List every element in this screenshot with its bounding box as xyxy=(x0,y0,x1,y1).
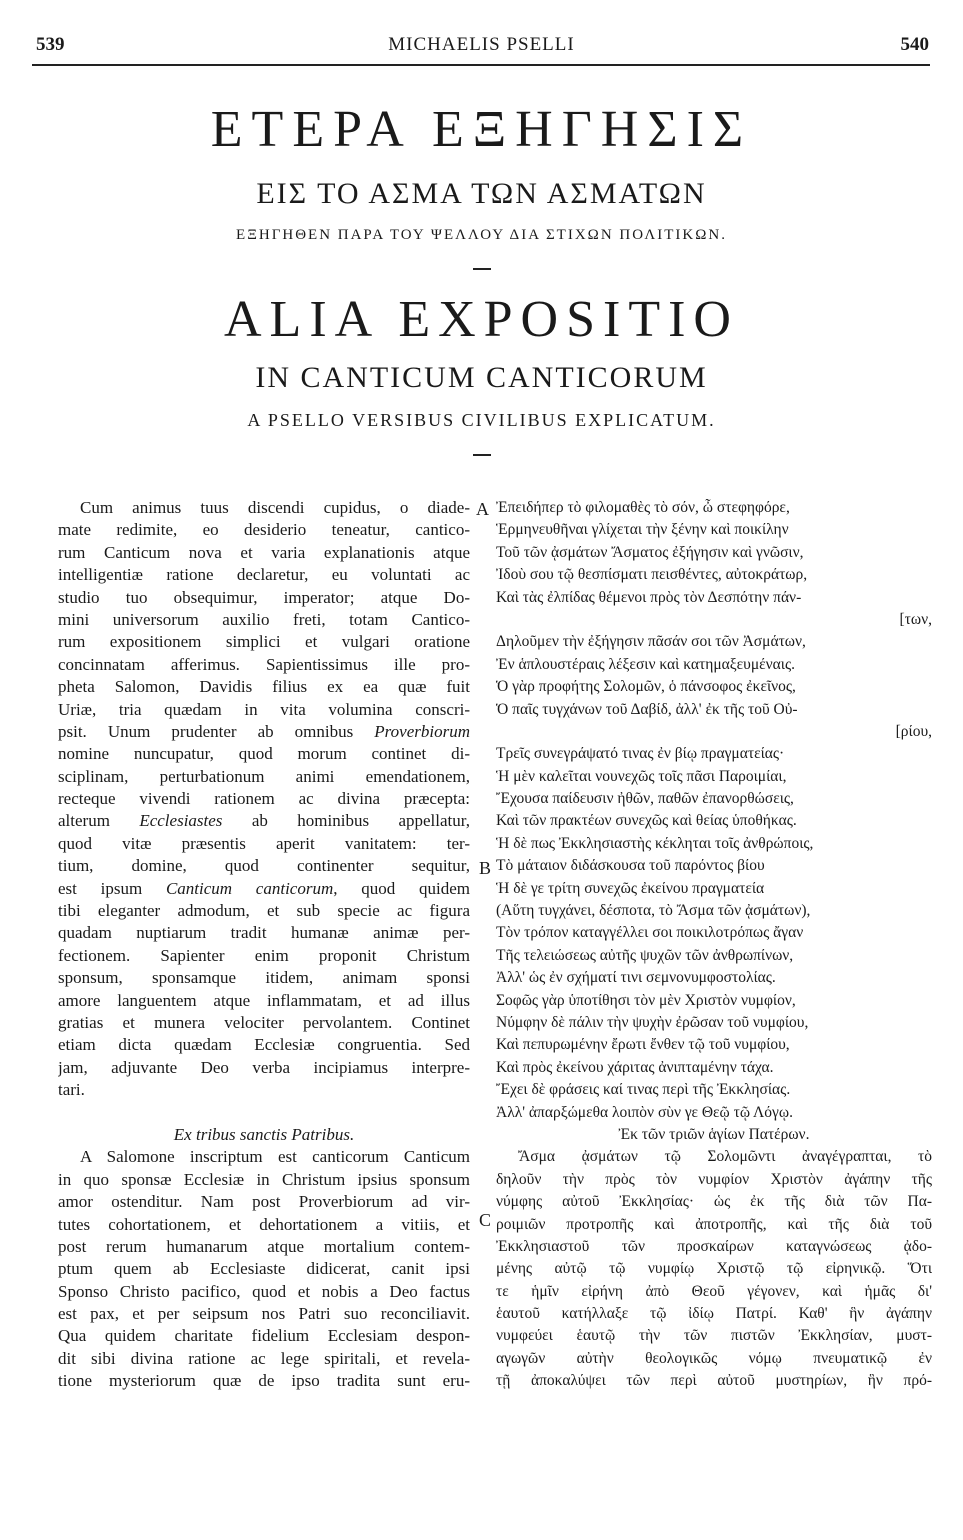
text-line: Ἐκ τῶν τριῶν ἁγίων Πατέρων. xyxy=(618,1125,810,1143)
text-line: αγωγῶν αὐτὴν θεολογικῶς νόμῳ πνευματικῷ ἐν xyxy=(496,1349,932,1367)
section-marker-a: A xyxy=(476,499,489,519)
text-line: psit. Unum prudenter ab omnibus Proverbiorum xyxy=(58,721,470,741)
text-line: ροιμιῶν προτροπῆς καὶ ἀποτροπῆς, καὶ τῆς διὰ τοῦ xyxy=(496,1215,932,1233)
latin-subtitle: IN CANTICUM CANTICORUM xyxy=(255,361,708,394)
text-line: Ἡ δὲ πως Ἐκκλησιαστὴς κέκληται τοῖς ἀνθρώποις, xyxy=(496,834,814,852)
text-line: Τὸν τρόπον καταγγέλλει σοι ποικιλοτρόπως ἄγαν xyxy=(496,924,804,942)
text-line: dit sibi divina ratione ac lege spiritali, et revela- xyxy=(58,1348,470,1368)
text-line: quod vitæ præsentis aperit vanitatem: ter- xyxy=(58,833,470,853)
text-line: recteque vivendi rationem ac divina præcepta: xyxy=(58,789,470,809)
text-line: Σοφῶς γὰρ ὑποτίθησι τὸν μὲν Χριστὸν νυμφίον, xyxy=(496,991,796,1009)
text-line: Ex tribus sanctis Patribus. xyxy=(173,1124,355,1144)
greek-subtitle: ΕΙΣ ΤΟ ΑΣΜΑ ΤΩΝ ΑΣΜΑΤΩΝ xyxy=(256,177,707,210)
text-line: est pax, et per seipsum nos Patri suo reconciliavit. xyxy=(58,1304,470,1324)
text-line: mate redimite, eo desiderio teneatur, cantico- xyxy=(58,520,470,540)
text-line: Νύμφην δὲ πάλιν τὴν ψυχὴν ἐρῶσαν τοῦ νυμφίου, xyxy=(496,1013,809,1031)
section-marker-c: C xyxy=(479,1210,492,1230)
text-line: tione mysteriorum quæ de ipso tradita sunt eru- xyxy=(58,1371,470,1391)
text-line: quadam nuptiarum tradit humanæ animæ per- xyxy=(58,923,470,943)
text-line: tium, domine, quod continenter sequitur, xyxy=(58,856,470,876)
text-line: Δηλοῦμεν τὴν ἐξήγησιν πᾶσάν σοι τῶν Ἀσμάτων, xyxy=(496,633,806,651)
text-line: Uriæ, tria quædam in vita volumina conscri- xyxy=(58,699,470,719)
text-line: Ἡ δὲ γε τρίτη συνεχῶς ἐκείνου πραγματεία xyxy=(496,879,765,897)
text-line: rum expositionem simplici et vulgari oratione xyxy=(58,632,470,652)
text-line: sciplinam, perturbationum animi emendationem, xyxy=(58,766,470,786)
text-line: Τοῦ τῶν ᾀσμάτων Ἄσματος ἐξήγησιν καὶ γνῶσιν, xyxy=(496,543,804,561)
text-line: tibi eleganter admodum, et sub specie ac figura xyxy=(58,901,470,921)
text-line: Τρεῖς συνεγράψατό τινας ἐν βίῳ πραγματείας· xyxy=(496,745,785,763)
text-line: Καὶ πρὸς ἐκείνου χάριτας ἀνιπταμένην τάχα. xyxy=(496,1058,774,1076)
text-line: τε ἡμῖν εἰρήνη ἀπὸ Θεοῦ γέγονεν, καὶ ἡμᾶς δι' xyxy=(496,1282,932,1300)
text-line: est ipsum Canticum canticorum, quod quidem xyxy=(58,878,470,898)
text-line: Ἐν ἁπλουστέραις λέξεσιν καὶ κατημαξευμέναις. xyxy=(496,655,795,673)
text-line: gratias et munera velociter pervolantem. Continet xyxy=(58,1012,470,1032)
text-line: Ἰδοὺ σου τῷ θεσπίσματι πεισθέντες, αὐτοκράτωρ, xyxy=(496,566,808,584)
text-line: tari. xyxy=(58,1080,85,1100)
page-number-right: 540 xyxy=(900,34,929,55)
greek-text-column xyxy=(496,497,932,1393)
text-line: mini universorum auxilio freti, totam Cantico- xyxy=(58,609,470,629)
greek-small-title: ΕΞΗΓΗΘΕΝ ΠΑΡΑ ΤΟΥ ΨΕΛΛΟΥ ΔΙΑ ΣΤΙΧΩΝ ΠΟΛΙΤΙΚΩΝ. xyxy=(236,227,727,243)
text-line: (Αὕτη τυγχάνει, δέσποτα, τὸ Ἄσμα τῶν ᾀσμάτων), xyxy=(496,902,811,920)
text-line: Καὶ τῶν πρακτέων συνεχῶς καὶ θείας ὑποθήκας. xyxy=(496,812,797,830)
text-line: ptum quem ab Ecclesiaste didicerat, canit ipsi xyxy=(58,1259,470,1279)
section-marker-b: B xyxy=(479,858,492,878)
text-line: Ἐκκλησιαστοῦ τῶν προσκαίρων καταγνώσεως ᾀδο- xyxy=(496,1237,932,1255)
text-line: Ἑρμηνευθῆναι γλίχεται τὴν ξένην καὶ ποικίλην xyxy=(496,521,789,539)
latin-main-title: ALIA EXPOSITIO xyxy=(224,291,739,348)
text-line: Καὶ τὰς ἐλπίδας θέμενοι πρὸς τὸν Δεσπότην πάν- xyxy=(496,588,802,606)
text-line: rum Canticum nova et varia explanationis atque xyxy=(58,542,470,562)
title-block xyxy=(0,100,963,456)
title-divider xyxy=(473,268,491,270)
text-line: Ἔχουσα παίδευσιν ἠθῶν, παθῶν ἐπανορθώσεις, xyxy=(496,790,794,808)
text-line: νύμφης αὐτοῦ Ἐκκλησίας· ὡς ἐκ τῆς διὰ τῶν Πα- xyxy=(496,1193,932,1211)
text-line: fectionem. Sapienter enim proponit Christum xyxy=(58,945,470,965)
text-line: Ἀλλ' ἀπαρξώμεθα λοιπὸν σὺν γε Θεῷ τῷ Λόγῳ. xyxy=(496,1103,793,1121)
page-number-left: 539 xyxy=(36,34,65,55)
text-line: Cum animus tuus discendi cupidus, o diade- xyxy=(80,498,470,517)
text-line: [των, xyxy=(899,610,932,628)
text-line: δηλοῦν τὴν πρὸς τὸν νυμφίον Χριστὸν ἀγάπην τῆς xyxy=(496,1170,932,1188)
text-line: sponsum, sponsamque itidem, animam sponsi xyxy=(58,968,470,988)
greek-main-title: ΕΤΕΡΑ ΕΞΗΓΗΣΙΣ xyxy=(210,101,753,158)
page-header xyxy=(0,0,963,70)
text-line: intelligentiæ ratione declaretur, eu voluntati ac xyxy=(58,565,470,585)
text-line: Ὁ γὰρ προφήτης Σολομῶν, ὁ πάνσοφος ἐκεῖνος, xyxy=(496,678,796,696)
text-line: pheta Salomon, Davidis filius ex ea quæ fuit xyxy=(58,677,470,697)
header-rule xyxy=(32,64,930,66)
running-title: MICHAELIS PSELLI xyxy=(388,34,575,55)
text-line: concinnatam afferimus. Sapientissimus ille pro- xyxy=(58,654,470,674)
text-line: Ἄσμα ᾀσμάτων τῷ Σολομῶντι ἀναγέγραπται, τὸ xyxy=(518,1148,932,1166)
text-line: Ἐπειδήπερ τὸ φιλομαθὲς τὸ σόν, ὦ στεφηφόρε, xyxy=(496,499,790,516)
text-line: amor ostenditur. Nam post Proverbiorum ad vir- xyxy=(58,1192,470,1212)
text-line: Τὸ μάταιον διδάσκουσα τοῦ παρόντος βίου xyxy=(496,857,765,875)
text-line: Ἔχει δὲ φράσεις καί τινας περὶ τῆς Ἐκκλησίας. xyxy=(496,1081,791,1099)
text-line: τῇ ἀποκαλύψει τῶν περὶ αὐτοῦ μυστηρίων, ἣν πρό- xyxy=(496,1372,932,1390)
text-line xyxy=(58,1102,470,1124)
latin-small-title: A PSELLO VERSIBUS CIVILIBUS EXPLICATUM. xyxy=(247,410,716,430)
text-line: post rerum humanarum atque mortalium contem- xyxy=(58,1236,470,1256)
text-line: Τῆς τελειώσεως αὐτῆς ψυχῶν τῶν ἀνθρωπίνων, xyxy=(496,946,794,964)
text-line: alterum Ecclesiastes ab hominibus appellatur, xyxy=(58,811,470,831)
text-line: etiam dicta quædam Ecclesiæ congruentia. Sed xyxy=(58,1035,470,1055)
text-line: Sponso Christo pacifico, quod et nobis a Deo factus xyxy=(58,1281,470,1301)
text-line: νυμφεύει ἑαυτῷ τὴν τῶν πιστῶν Ἐκκλησίαν, μυστ- xyxy=(496,1327,932,1345)
text-line: Ὁ παῖς τυγχάνων τοῦ Δαβίδ, ἀλλ' ἐκ τῆς τοῦ Οὐ- xyxy=(496,700,798,718)
text-line: [ρίου, xyxy=(895,722,932,740)
text-line: A Salomone inscriptum est canticorum Canticum xyxy=(80,1147,470,1167)
text-line: tutes cohortationem, et dehortationem a vitiis, et xyxy=(58,1214,470,1234)
text-line: Ἀλλ' ὡς ἐν σχήματί τινι σεμνονυμφοστολίας. xyxy=(496,969,776,987)
text-line: nomine nuncupatur, quod morum continet di- xyxy=(58,744,470,764)
text-line: μένης αὐτῷ τῷ νυμφίῳ Χριστῷ τῷ εἰρηνικῷ. Ὅτι xyxy=(496,1260,932,1278)
text-line: Καὶ πεπυρωμένην ἔρωτι ἔνθεν τῷ τοῦ νυμφίου, xyxy=(496,1036,790,1054)
text-line: amore languentem atque inflammatam, et ad illus xyxy=(58,990,470,1010)
text-line: jam, adjuvante Deo verba incipiamus interpre- xyxy=(58,1057,470,1077)
text-line: Qua quidem charitate fidelium Ecclesiam despon- xyxy=(58,1326,470,1346)
latin-text-column xyxy=(58,497,470,1393)
text-line: ἑαυτοῦ κατήλλαξε τῷ ἰδίῳ Πατρί. Καθ' ἣν ἀγάπην xyxy=(496,1305,932,1323)
text-line: in quo sponsæ Ecclesiæ in Christum ipsius sponsum xyxy=(58,1169,470,1189)
text-line: Ἡ μὲν καλεῖται νουνεχῶς τοῖς πᾶσι Παροιμίαι, xyxy=(496,767,787,785)
title-divider-2 xyxy=(473,454,491,456)
text-line: studio tuo obsequimur, imperator; atque Do- xyxy=(58,587,470,607)
